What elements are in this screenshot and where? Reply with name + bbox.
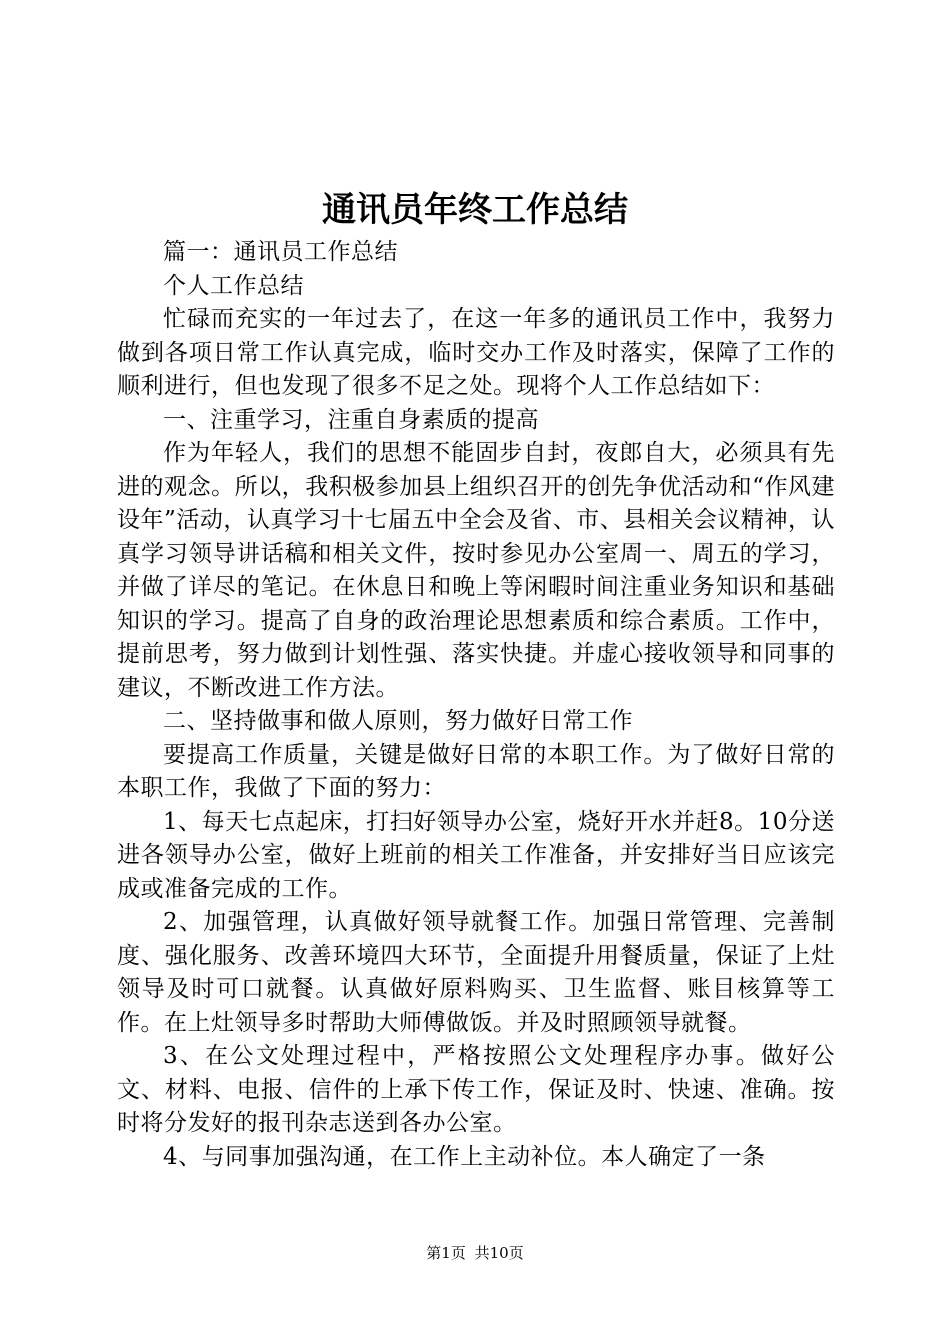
subheading: 个人工作总结 [163,272,304,299]
page-total: 共10页 [474,1244,524,1262]
paragraph: 忙碌而充实的一年过去了，在这一年多的通讯员工作中，我努力做到各项日常工作认真完成，临时交办工作及时落实，保障了工作的顺利进行，但也发现了很多不足之处。现将个人工作总结如下： [117,306,835,399]
list-item: 3、在公文处理过程中，严格按照公文处理程序办事。做好公文、材料、电报、信件的上承下传工作，保证及时、快速、准确。按时将分发好的报刊杂志送到各办公室。 [117,1043,835,1136]
document-body [117,236,835,1174]
section-heading: 一、注重学习，注重自身素质的提高 [163,406,539,433]
section-heading: 篇一：通讯员工作总结 [163,239,398,265]
list-item: 4、与同事加强沟通，在工作上主动补位。本人确定了一条 [163,1143,766,1170]
page-number: 第1页 [426,1244,466,1262]
list-item: 1、每天七点起床，打扫好领导办公室，烧好开水并赶8。10分送进各领导办公室，做好上班前的相关工作准备，并安排好当日应该完成或准备完成的工作。 [117,808,835,902]
section-heading: 二、坚持做事和做人原则，努力做好日常工作 [163,708,633,734]
document-title: 通讯员年终工作总结 [322,190,628,230]
paragraph: 要提高工作质量，关键是做好日常的本职工作。为了做好日常的本职工作，我做了下面的努力： [117,741,835,801]
list-item: 2、加强管理，认真做好领导就餐工作。加强日常管理、完善制度、强化服务、改善环境四大环节，全面提升用餐质量，保证了上灶领导及时可口就餐。认真做好原料购买、卫生监督、账目核算等工作。在上灶领导多时帮助大师傅做饭。并及时照顾领导就餐。 [117,909,835,1036]
page-footer [0,1243,950,1263]
paragraph: 作为年轻人，我们的思想不能固步自封，夜郎自大，必须具有先进的观念。所以，我积极参加县上组织召开的创先争优活动和“作风建设年”活动，认真学习十七届五中全会及省、市、县相关会议精神，认真学习领导讲话稿和相关文件，按时参见办公室周一、周五的学习，并做了详尽的笔记。在休息日和晚上等闲暇时间注重业务知识和基础知识的学习。提高了自身的政治理论思想素质和综合素质。工作中，提前思考，努力做到计划性强、落实快捷。并虚心接收领导和同事的建议，不断改进工作方法。 [117,440,835,701]
